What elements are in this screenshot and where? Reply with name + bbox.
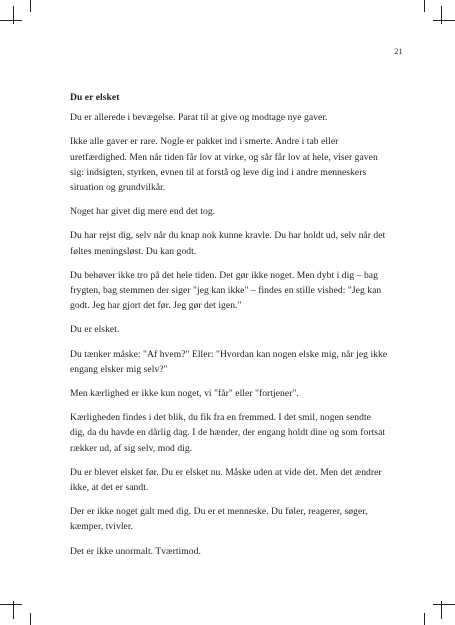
paragraph: Du er blevet elsket før. Du er elsket nu. Måske uden at vide det. Men det ændrer ikke, at det er sandt. <box>70 466 382 494</box>
paragraph: Du har rejst dig, selv når du knap nok kunne kravle. Du har holdt ud, selv når det føltes meningsløst. Du kan godt. <box>70 230 386 257</box>
crop-mark <box>441 601 442 619</box>
paragraph: Men kærlighed er ikke kun noget, vi "får" eller "fortjener". <box>70 388 299 400</box>
crop-mark <box>13 601 14 619</box>
crop-mark <box>0 604 22 605</box>
page-number: 21 <box>394 46 403 56</box>
crop-mark <box>30 0 31 12</box>
crop-mark <box>424 613 425 625</box>
paragraph: Det er ikke unormalt. Tværtimod. <box>70 545 201 557</box>
paragraph: Kærligheden findes i det blik, du fik fra en fremmed. I det smil, nogen sendte dig, da du havde en dårlig dag. I de hænder, der engang holdt dine og som fortsat rækker ud, af sig selv, mod dig. <box>70 412 386 454</box>
crop-mark <box>30 613 31 625</box>
paragraph: Der er ikke noget galt med dig. Du er et menneske. Du føler, reagerer, søger, kæmper, tvivler. <box>70 506 368 533</box>
crop-mark <box>433 604 455 605</box>
page-content <box>70 90 388 568</box>
paragraph: Du tænker måske: "Af hvem?" Eller: "Hvordan kan nogen elske mig, når jeg ikke engang elsker mig selv?" <box>70 348 388 375</box>
paragraph: Du er elsket. <box>70 324 120 336</box>
crop-mark <box>0 20 22 21</box>
chapter-heading: Du er elsket <box>70 92 120 103</box>
paragraph: Du behøver ikke tro på det hele tiden. Det gør ikke noget. Men dybt i dig – bag frygten, bag stemmen der siger "jeg kan ikke" – findes en stille vished: "Jeg kan godt. Jeg har gjort det før. Jeg gør det igen." <box>70 269 382 312</box>
paragraph: Noget har givet dig mere end det tog. <box>70 206 216 218</box>
paragraph: Ikke alle gaver er rare. Nogle er pakket ind i smerte. Andre i tab eller uretfærdighed. Men når tiden får lov at virke, og sår får lov at hele, viser gaven sig: indsigten, styrken, evnen til at forstå og leve dig ind i andre menneskers situation og grundvilkår. <box>70 136 378 194</box>
crop-mark <box>424 0 425 12</box>
crop-mark <box>13 6 14 24</box>
crop-mark <box>433 20 455 21</box>
paragraph: Du er allerede i bevægelse. Parat til at give og modtage nye gaver. <box>70 112 328 124</box>
crop-mark <box>441 6 442 24</box>
